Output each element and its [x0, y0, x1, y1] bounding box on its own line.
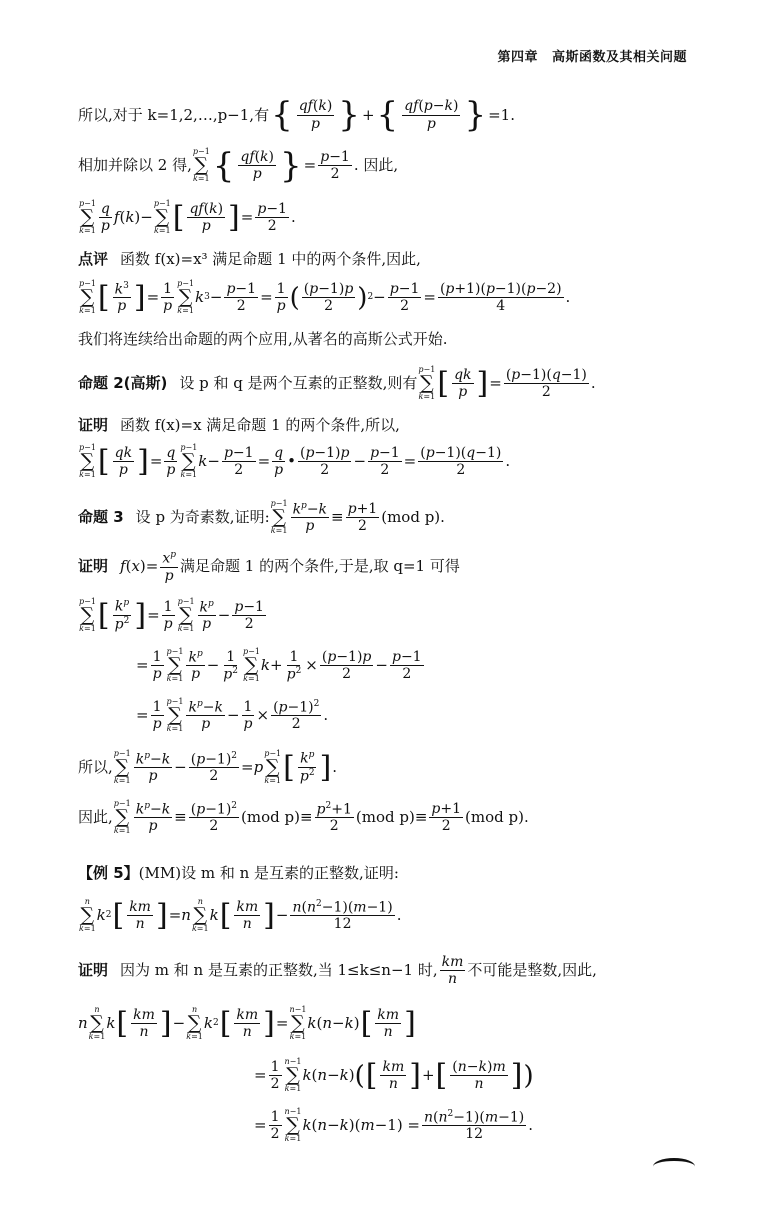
- proof-3-intro: 证明 因为 m 和 n 是互素的正整数,当 1≤k≤n−1 时, km n 不可能是整数,因此,: [78, 954, 597, 988]
- proof-1-formula: p−1 ∑ k=1 [ qk p ] = q p p−1 ∑ k=1 k − p−1 2 = q p • (p−1)p 2 − p−1 2 = (p−1)(q−1) 2 .: [79, 443, 511, 479]
- proof-2-step-1: p−1 ∑ k=1 [ $k^p$ $p^2$ ] = 1 p p−1 ∑ k=1 $k^p$ p − p−1 2: [79, 597, 264, 633]
- proof-2-so: 所以, p−1 ∑ k=1 $k^p-k$ p − $(p-1)^2$ 2 = p p−1 ∑ k=1 [ $k^p$ $p^2$ ] .: [78, 749, 338, 785]
- proof-2-intro: 证明 f ( x )= $x^p$ p 满足命题 1 的两个条件,于是,取 q=1 可得: [78, 550, 460, 584]
- proof-2-hence: 因此, p−1 ∑ k=1 $k^p-k$ p ≡ $(p-1)^2$ 2 (mod p) ≡ $p^2+1$ 2 (mod p) ≡ p+1 2 (mod p) .: [78, 799, 529, 835]
- proof-2-step-2: = 1 p p−1 ∑ k=1 $k^p$ p − 1 $p^2$ p−1 ∑ k=1 k + 1 $p^2$ × (p−1)p 2 − p−1 2: [136, 647, 422, 683]
- line-4: 点评 函数 f(x)=x³ 满足命题 1 中的两个条件,因此,: [78, 250, 421, 268]
- proof-2-step-3: = 1 p p−1 ∑ k=1 $k^p-k$ p − 1 p × $(p-1)^2$ 2 .: [136, 697, 329, 733]
- line-5-formula: p−1 ∑ k=1 [ $k^3$ p ] = 1 p p−1 ∑ k=1 k 3 − p−1 2 = 1 p ( (p−1)p 2 ) 2 − p−1 2 = (p+1)(p−1)(p−2) 4 .: [79, 279, 571, 315]
- proof-1-intro: 证明 函数 f(x)=x 满足命题 1 的两个条件,所以,: [78, 416, 400, 434]
- example-5: 【例 5】 (MM)设 m 和 n 是互素的正整数,证明:: [78, 864, 399, 882]
- line-2: 相加并除以 2 得, p−1 ∑ k=1 { qf(k) p } = p−1 2 . 因此,: [78, 145, 399, 186]
- chapter-title: 高斯函数及其相关问题: [551, 50, 687, 65]
- proposition-3: 命题 3 设 p 为奇素数,证明: p−1 ∑ k=1 $k^p-k$ p ≡ p+1 2 (mod p) .: [78, 499, 445, 535]
- chapter-label: 第四章: [497, 50, 538, 65]
- example-5-formula: n ∑ k=1 k 2 [ km n ] = n n ∑ k=1 k [ km n ] − $n(n^2-1)(m-1)$ 12 .: [79, 897, 402, 933]
- proof-3-step-1: n n ∑ k=1 k [ km n ] − n ∑ k=1 k 2 [ km n ] = n−1 ∑ k=1 k ( n − k ) [ km n ]: [78, 1005, 416, 1041]
- proof-3-step-3: = 1 2 n−1 ∑ k=1 k ( n − k )( m −1) = $n(n^2-1)(m-1)$ 12 .: [254, 1107, 534, 1143]
- proposition-2: 命题 2(高斯) 设 p 和 q 是两个互素的正整数,则有 p−1 ∑ k=1 [ qk p ] = (p−1)(q−1) 2 .: [78, 365, 596, 401]
- line-1: 所以,对于 k=1,2,…,p−1,有 { qf(k) p } + { qf(p−k) p } =1.: [78, 95, 515, 135]
- line-3-formula: p−1 ∑ k=1 q p f ( k )− p−1 ∑ k=1 [ qf(k) p ] = p−1 2 .: [79, 199, 296, 235]
- proof-3-step-2: = 1 2 n−1 ∑ k=1 k ( n − k ) ( [ km n ] + [ (n−k)m n ] ): [254, 1057, 534, 1093]
- page-corner-decoration: [653, 1158, 695, 1175]
- line-6: 我们将连续给出命题的两个应用,从著名的高斯公式开始.: [78, 330, 448, 348]
- running-header: [497, 46, 687, 65]
